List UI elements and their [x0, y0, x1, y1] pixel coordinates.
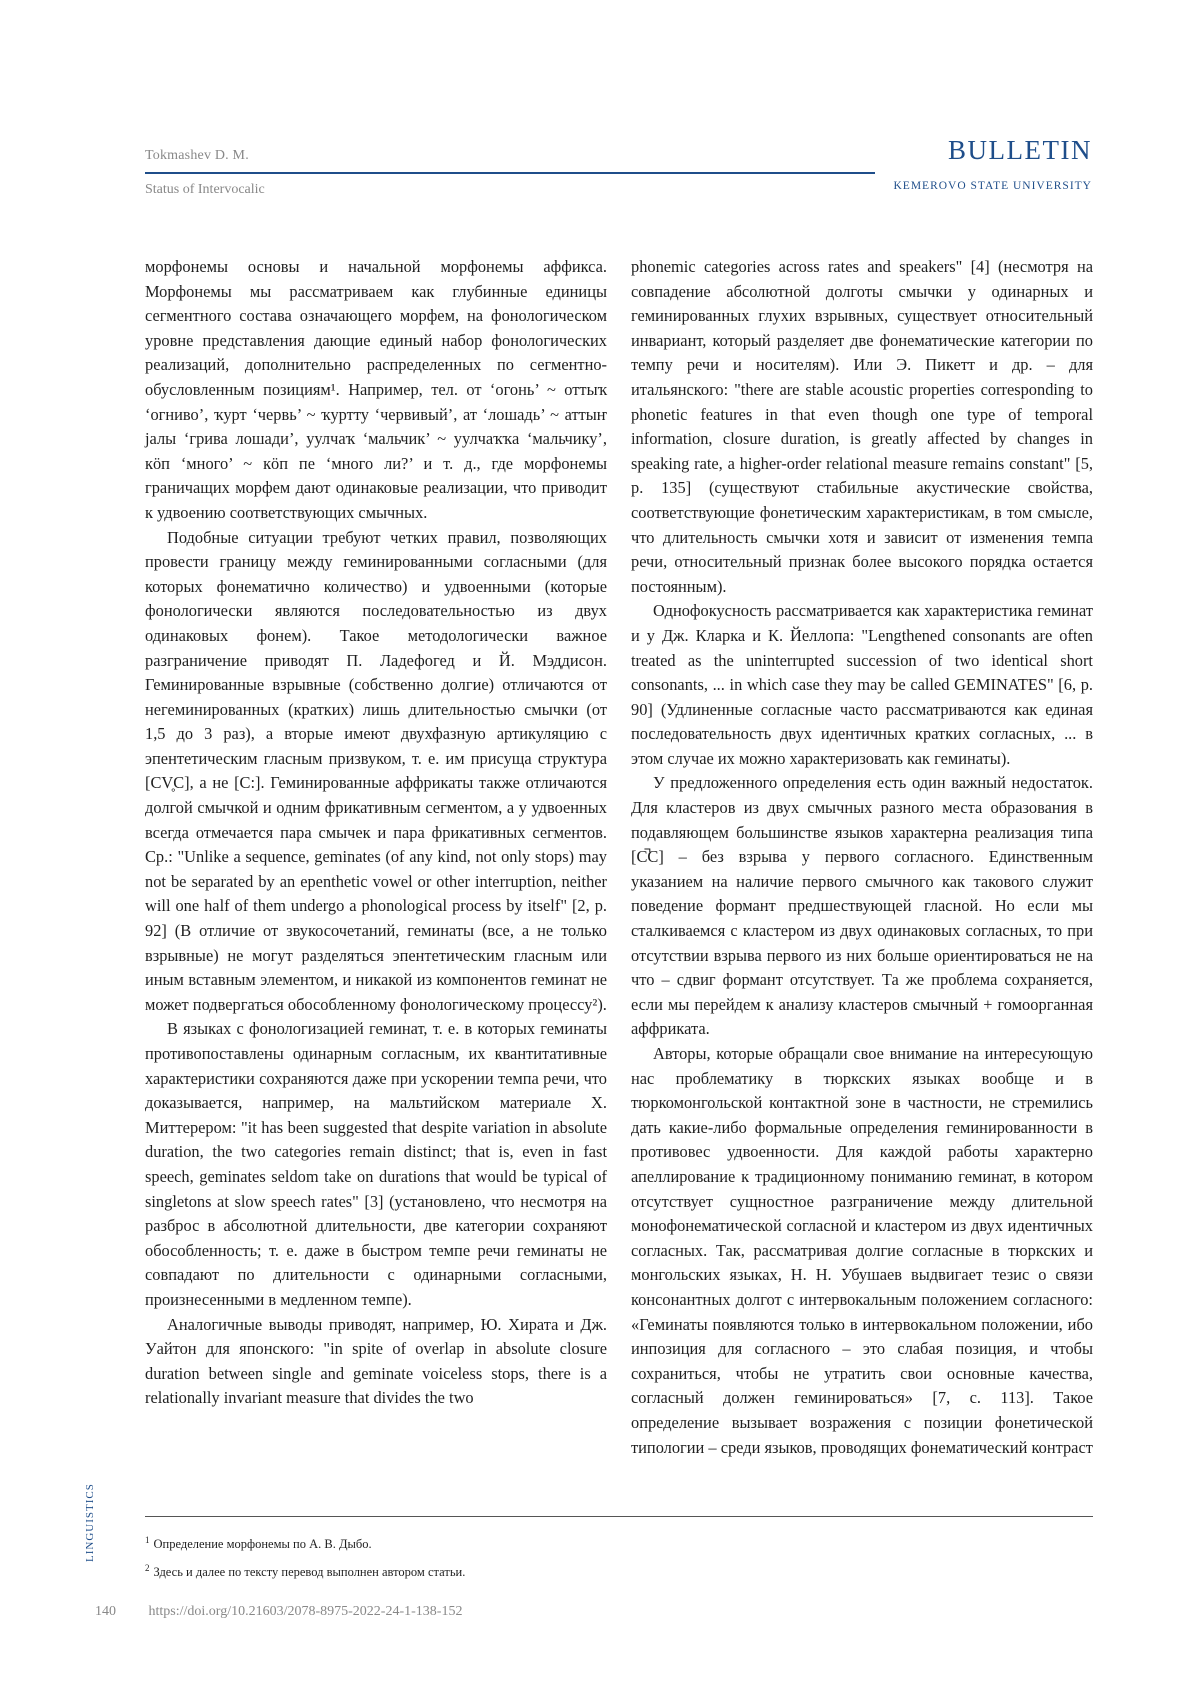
header-rule: [145, 172, 875, 174]
doi-link[interactable]: https://doi.org/10.21603/2078-8975-2022-24-1-138-152: [148, 1604, 463, 1619]
paragraph: морфонемы основы и начальной морфонемы аффикса. Морфонемы мы рассматриваем как глубинные единицы сегментного состава означающего морфем, на фонологическом уровне представления дающие единый набор фонологических реализаций, дополнительно распределенных по сегментно-обусловленным позициям¹. Например, тел. от ‘огонь’ ~ оттыҡ ‘огниво’, ҡурт ‘червь’ ~ ҡуртту ‘червивый’, ат ‘лошадь’ ~ аттыҥ јалы ‘грива лошади’, уулчаҡ ‘мальчик’ ~ уулчаҡҡа ‘мальчику’, кöп ‘много’ ~ кöп пе ‘много ли?’ и т. д., где морфонемы граничащих морфем дают одинаковые реализации, что приводит к удвоению соответствующих смычных.: [145, 257, 607, 522]
footnote-mark: 1: [145, 1535, 150, 1545]
paragraph: В языках с фонологизацией геминат, т. е. в которых геминаты противопоставлены одинарным согласным, их квантитативные характеристики сохраняются даже при ускорении темпа речи, что доказывается, например, на мальтийском материале Х. Миттерером: "it has been suggested that despite variation in absolute duration, the two categories remain distinct; that is, even in fast speech, geminates seldom take on durations that would be typical of singletons at slow speech rates" [3] (установлено, что несмотря на разброс в абсолютной длительности, две категории сохраняют обособленность; т. е. даже в быстром темпе речи геминаты не совпадают по длительности с одинарными согласными, произнесенными в медленном темпе).: [145, 1019, 607, 1309]
footnotes: [145, 1528, 465, 1584]
header-short-title: Status of Intervocalic: [145, 182, 265, 197]
paragraph: Авторы, которые обращали свое внимание на интересующую нас проблематику в тюркских языках вообще и в тюркомонгольской контактной зоне в частности, не стремились дать какие-либо формальные определения геминированности в противовес удвоенности. Для каждой работы характерно апеллирование к традиционному пониманию геминат, в котором отсутствует сущностное разграничение между длительной монофонематической согласной и кластером из двух идентичных согласных. Так, рассматривая долгие согласные в тюркских и монгольских языках, Н. Н. Убушаев выдвигает тезис о связи консонантных долгот с интервокальным положением согласного: «Геминаты появляются только в интервокальном положении, ибо инпозиция для согласного – это слабая позиция, и чтобы сохраниться, чтобы не утратить свои основные качества, согласный должен геминироваться» [7, с. 113]. Такое определение вызывает возражения с позиции фонетической типологии – среди языков, проводящих фонематический контраст: [631, 1044, 1093, 1457]
footnote: [145, 1528, 465, 1556]
paragraph: Подобные ситуации требуют четких правил, позволяющих провести границу между геминированными согласными (для которых фонематично количество) и удвоенными (которые фонологически являются последовательностью из двух одинаковых фонем). Такое методологически важное разграничение приводят П. Ладефогед и Й. Мэддисон. Геминированные взрывные (собственно долгие) отличаются от негеминированных (кратких) лишь длительностью смычки (от 1,5 до 3 раз), а вторые имеют двухфазную артикуляцию с эпентетическим гласным призвуком, т. е. им присуща структура [CV̥C], а не [C:]. Геминированные аффрикаты также отличаются долгой смычкой и одним фрикативным сегментом, а у удвоенных всегда отмечается пара смычек и пара фрикативных сегментов. Ср.: "Unlike a sequence, geminates (of any kind, not only stops) may not be separated by an epenthetic vowel or other interruption, neither will one half of them undergo a phonological process by itself" [2, p. 92] (В отличие от звукосочетаний, геминаты (все, а не только взрывные) не могут разделяться эпентетическим гласным или иным вставным элементом, и никакой из компонентов геминат не может подвергаться обособленному фонологическому процессу²).: [145, 527, 607, 1014]
running-header: [145, 148, 875, 198]
footnote-text: Здесь и далее по тексту перевод выполнен автором статьи.: [153, 1565, 466, 1580]
paragraph: Аналогичные выводы приводят, например, Ю. Хирата и Дж. Уайтон для японского: "in spite of overlap in absolute closure duration between single and geminate voiceless stops, there is a relationally invariant measure that divides the two: [145, 1314, 607, 1408]
paragraph: У предложенного определения есть один важный недостаток. Для кластеров из двух смычных разного места образования в подавляющем большинстве языков характерна реализация типа [C̚C] – без взрыва у первого согласного. Единственным указанием на наличие первого смычного как такового служит поведение формант предшествующей гласной. Но если мы сталкиваемся с кластером из двух одинаковых согласных, то при отсутствии взрыва первого из них больше ориентироваться не на что – сдвиг формант отсутствует. Та же проблема сохраняется, если мы перейдем к анализу кластеров смычный + гомоорганная аффриката.: [631, 773, 1093, 1039]
paragraph: Однофокусность рассматривается как характеристика геминат и у Дж. Кларка и К. Йеллопа: "Lengthened consonants are often treated as the uninterrupted succession of two identical short consonants, ... in which case they may be called GEMINATES" [6, p. 90] (Удлиненные согласные часто рассматриваются как единая последовательность двух идентичных кратких согласных, ... в этом случае их можно характеризовать как геминаты).: [631, 601, 1093, 768]
page-number: 140: [95, 1604, 116, 1619]
paragraph: phonemic categories across rates and speakers" [4] (несмотря на совпадение абсолютной долготы смычки у одинарных и геминированных глухих взрывных, существует относительный инвариант, который разделяет две фонематические категории по темпу речи и носителям). Или Э. Пикетт и др. – для итальянского: "there are stable acoustic properties corresponding to phonetic features in that even though one type of temporal information, closure duration, is greatly affected by changes in speaking rate, a higher-order relational measure remains constant" [5, p. 135] (существуют стабильные акустические свойства, соответствующие фонетическим характеристикам, в том смысле, что длительность смычки хотя и зависит от изменения темпа речи, относительный признак более высокого порядка остается постоянным).: [631, 257, 1093, 596]
left-column: [145, 255, 607, 1411]
header-author: Tokmashev D. M.: [145, 148, 249, 163]
footnote-text: Определение морфонемы по А. В. Дыбо.: [153, 1537, 372, 1552]
footnote-divider: [145, 1516, 1093, 1517]
page-footer: [95, 1604, 462, 1620]
right-column: [631, 255, 1093, 1460]
journal-subtitle: KEMEROVO STATE UNIVERSITY: [893, 180, 1092, 192]
journal-brand: [894, 135, 1093, 192]
section-side-label: LINGUISTICS: [84, 1483, 96, 1562]
footnote: [145, 1556, 465, 1584]
journal-title: BULLETIN: [948, 135, 1092, 165]
footnote-mark: 2: [145, 1563, 150, 1574]
